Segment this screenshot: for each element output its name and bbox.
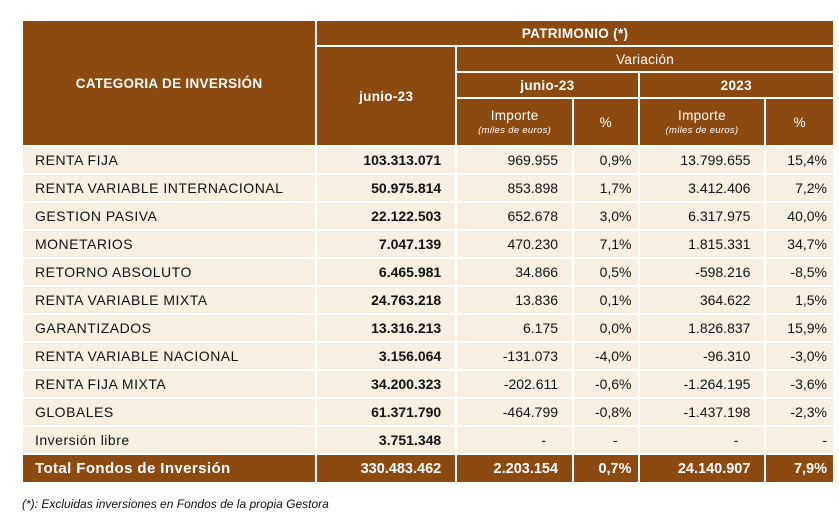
row-patrimonio: 3.751.348: [317, 427, 455, 453]
row-pct-junio: -: [574, 427, 637, 453]
importe-label: Importe: [678, 108, 726, 123]
row-category: RENTA VARIABLE INTERNACIONAL: [23, 175, 315, 201]
row-importe-2023: 364.622: [640, 287, 765, 313]
header-pct-2023: %: [766, 99, 833, 145]
row-category: RENTA VARIABLE NACIONAL: [23, 343, 315, 369]
header-var-junio: junio-23: [457, 73, 637, 97]
row-importe-junio: 13.836: [457, 287, 572, 313]
row-category: GESTION PASIVA: [23, 203, 315, 229]
total-row: [23, 455, 833, 482]
row-pct-2023: 1,5%: [766, 287, 833, 313]
row-patrimonio: 103.313.071: [317, 147, 455, 173]
row-pct-2023: -: [766, 427, 833, 453]
header-patrimonio: PATRIMONIO (*): [317, 21, 833, 45]
importe-label: Importe: [490, 108, 539, 123]
header-junio: junio-23: [317, 47, 455, 145]
row-patrimonio: 7.047.139: [317, 231, 455, 257]
row-category: Inversión libre: [23, 427, 315, 453]
row-patrimonio: 22.122.503: [317, 203, 455, 229]
row-category: RENTA FIJA MIXTA: [23, 371, 315, 397]
row-importe-junio: 34.866: [457, 259, 572, 285]
row-pct-junio: -0,8%: [574, 399, 637, 425]
row-pct-2023: -3,6%: [766, 371, 833, 397]
total-patrimonio: 330.483.462: [317, 455, 455, 482]
total-pct-2023: 7,9%: [766, 455, 833, 482]
row-pct-junio: -4,0%: [574, 343, 637, 369]
total-importe-junio: 2.203.154: [457, 455, 572, 482]
row-pct-2023: 40,0%: [766, 203, 833, 229]
row-pct-junio: 3,0%: [574, 203, 637, 229]
row-importe-2023: -1.437.198: [640, 399, 765, 425]
row-importe-junio: -: [457, 427, 572, 453]
row-pct-junio: 0,1%: [574, 287, 637, 313]
table-row: [23, 259, 833, 285]
row-importe-2023: -: [640, 427, 765, 453]
row-importe-junio: 652.678: [457, 203, 572, 229]
footnote: (*): Excluidas inversiones en Fondos de la propia Gestora: [22, 497, 329, 511]
row-category: RETORNO ABSOLUTO: [23, 259, 315, 285]
row-pct-junio: 0,9%: [574, 147, 637, 173]
total-importe-2023: 24.140.907: [640, 455, 765, 482]
header-var-2023: 2023: [640, 73, 833, 97]
table-row: [23, 203, 833, 229]
row-pct-2023: 15,9%: [766, 315, 833, 341]
row-category: GLOBALES: [23, 399, 315, 425]
row-pct-junio: 7,1%: [574, 231, 637, 257]
row-category: MONETARIOS: [23, 231, 315, 257]
row-category: GARANTIZADOS: [23, 315, 315, 341]
row-importe-2023: -1.264.195: [640, 371, 765, 397]
table-row: [23, 343, 833, 369]
table-row: [23, 175, 833, 201]
row-patrimonio: 50.975.814: [317, 175, 455, 201]
row-pct-junio: 0,0%: [574, 315, 637, 341]
header-variacion: Variación: [457, 47, 833, 71]
row-importe-2023: 3.412.406: [640, 175, 765, 201]
row-pct-junio: -0,6%: [574, 371, 637, 397]
row-pct-2023: 34,7%: [766, 231, 833, 257]
row-importe-2023: 13.799.655: [640, 147, 765, 173]
row-pct-2023: -8,5%: [766, 259, 833, 285]
row-patrimonio: 3.156.064: [317, 343, 455, 369]
row-pct-junio: 1,7%: [574, 175, 637, 201]
row-importe-junio: 470.230: [457, 231, 572, 257]
total-pct-junio: 0,7%: [574, 455, 637, 482]
row-patrimonio: 61.371.790: [317, 399, 455, 425]
header-categoria: CATEGORIA DE INVERSIÓN: [23, 21, 315, 145]
row-importe-junio: 969.955: [457, 147, 572, 173]
row-importe-2023: 1.815.331: [640, 231, 765, 257]
row-pct-2023: -3,0%: [766, 343, 833, 369]
row-importe-junio: -202.611: [457, 371, 572, 397]
table-body: [23, 147, 833, 453]
importe-unit: (miles de euros): [665, 125, 739, 136]
row-pct-junio: 0,5%: [574, 259, 637, 285]
importe-unit: (miles de euros): [478, 125, 552, 136]
row-pct-2023: -2,3%: [766, 399, 833, 425]
header-importe-2023: [640, 99, 765, 145]
investment-table: [21, 19, 835, 484]
row-importe-2023: -96.310: [640, 343, 765, 369]
row-category: RENTA FIJA: [23, 147, 315, 173]
table-row: [23, 147, 833, 173]
table-row: [23, 371, 833, 397]
row-importe-junio: -464.799: [457, 399, 572, 425]
row-pct-2023: 7,2%: [766, 175, 833, 201]
row-importe-2023: -598.216: [640, 259, 765, 285]
row-pct-2023: 15,4%: [766, 147, 833, 173]
header-pct-junio: %: [574, 99, 637, 145]
row-importe-junio: 853.898: [457, 175, 572, 201]
header-importe-junio: [457, 99, 572, 145]
table-row: [23, 427, 833, 453]
row-importe-2023: 1.826.837: [640, 315, 765, 341]
row-patrimonio: 6.465.981: [317, 259, 455, 285]
table-row: [23, 399, 833, 425]
table-row: [23, 315, 833, 341]
row-patrimonio: 24.763.218: [317, 287, 455, 313]
row-patrimonio: 13.316.213: [317, 315, 455, 341]
table-row: [23, 287, 833, 313]
row-importe-2023: 6.317.975: [640, 203, 765, 229]
row-category: RENTA VARIABLE MIXTA: [23, 287, 315, 313]
total-label: Total Fondos de Inversión: [23, 455, 315, 482]
row-importe-junio: -131.073: [457, 343, 572, 369]
row-patrimonio: 34.200.323: [317, 371, 455, 397]
table-row: [23, 231, 833, 257]
row-importe-junio: 6.175: [457, 315, 572, 341]
